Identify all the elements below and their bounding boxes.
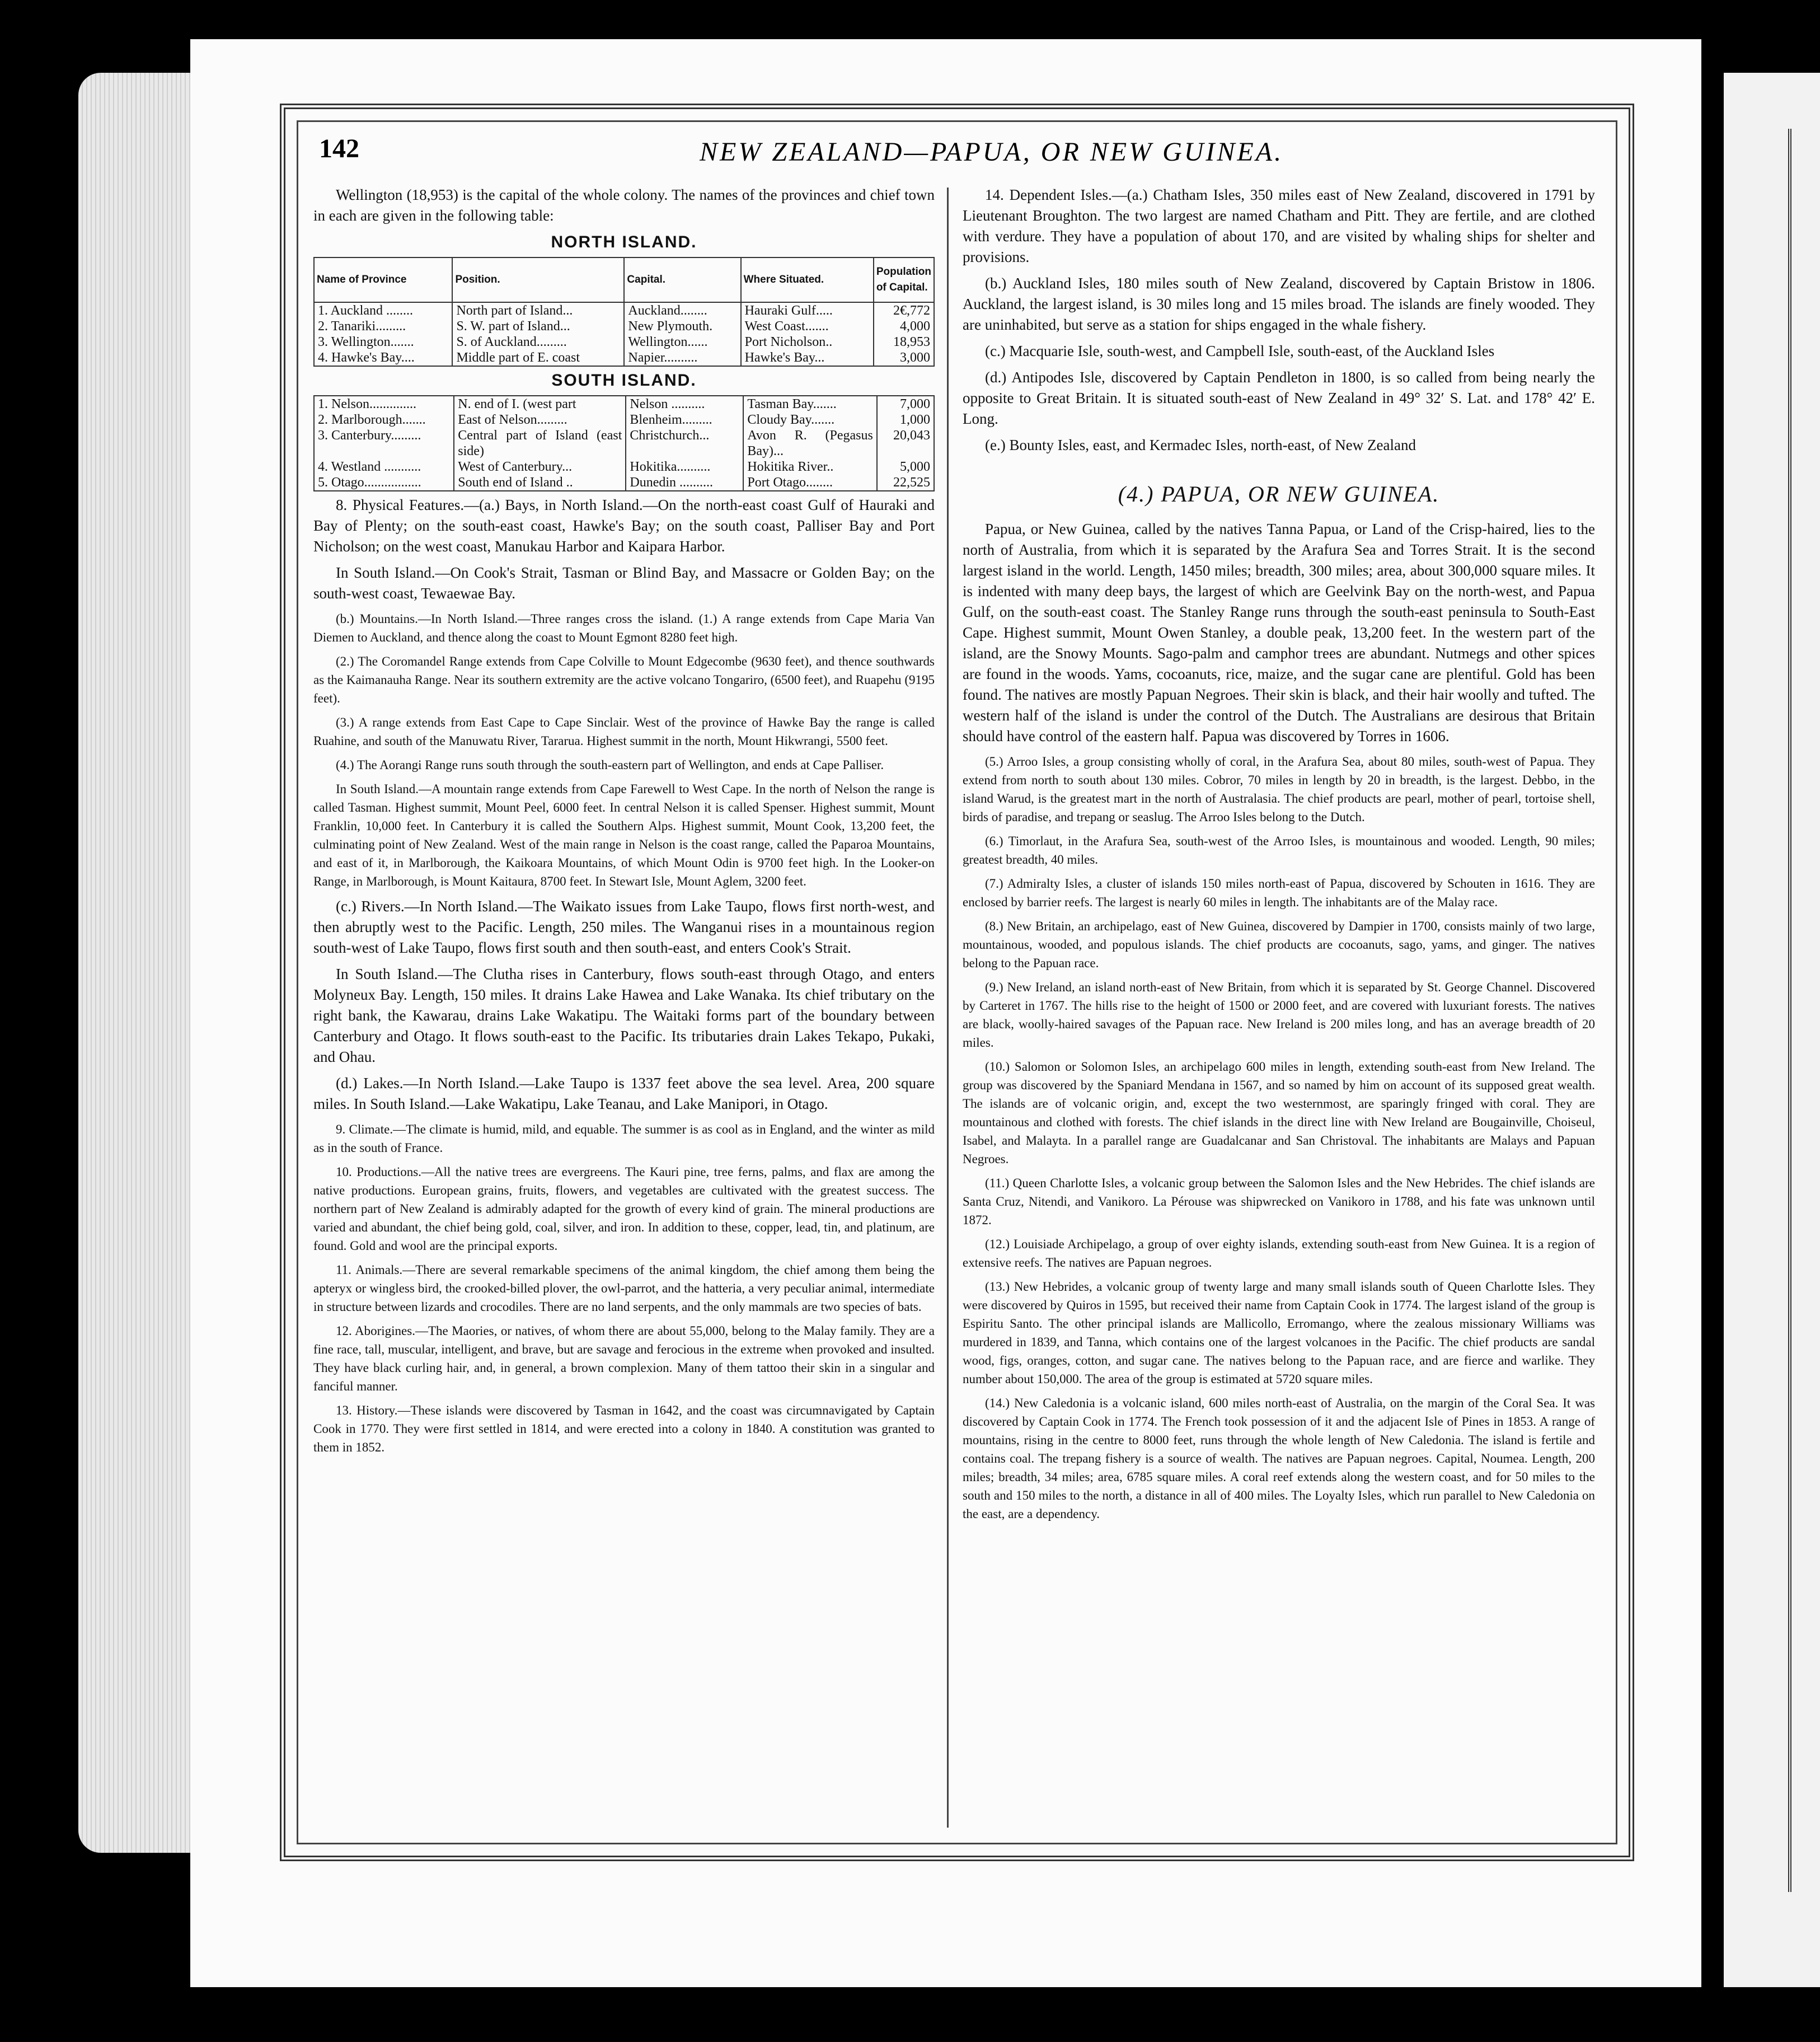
right-column <box>963 185 1595 1529</box>
south-mountains-paragraph: In South Island.—A mountain range extends from Cape Farewell to West Cape. In the north of Nelson the range is called Tasman. Highest summit, Mount Peel, 6000 feet. In central Nelson it is called Spenser. Highest summit, Mount Franklin, 10,000 feet. In Canterbury it is called the Southern Alps. Highest summit, Mount Cook, 13,200 feet, the culminating point of New Zealand. West of the main range in Nelson is the coast range, called the Paparoa Mountains, and east of it, in Marlborough, the Kaikoara Mountains, of which Mount Odin is 9700 feet high. In the Looker-on Range, in Marlborough, is Mount Kaitaura, 8700 feet. In Stewart Isle, Mount Aglem, 3200 feet. <box>313 782 935 888</box>
cell: S. W. part of Island... <box>452 319 624 334</box>
new-hebrides-paragraph: (13.) New Hebrides, a volcanic group of twenty large and many small islands south of Queen Charlotte Isles. They were discovered by Quiros in 1595, but received their name from Captain Cook in 1774. The largest island of the group is Espiritu Santo. The other principal islands are Mallicollo, Erromango, where the zealous missionary Williams was murdered in 1839, and Tanna, which contains one of the largest volcanoes in the Pacific. The chief products are sandal wood, figs, oranges, cotton, and sugar cane. The natives belong to the Papuan race, and are fierce and warlike. They number about 150,000. The area of the group is estimated at 5720 square miles. <box>963 1280 1595 1386</box>
cell: Nelson .......... <box>626 396 743 412</box>
cell: Napier.......... <box>624 350 740 366</box>
cell: Blenheim......... <box>626 412 743 428</box>
cell: 1,000 <box>877 412 934 428</box>
table-row <box>314 302 934 319</box>
cell: Christchurch... <box>626 428 743 459</box>
left-column <box>313 185 935 1462</box>
antipodes-paragraph: (d.) Antipodes Isle, discovered by Captain Pendleton in 1800, is so called from being nearly the opposite to Great Britain. It is situated south-east of New Zealand in 49° 32′ S. Lat. and 178° 42′ E. Long. <box>963 369 1595 427</box>
new-caledonia-paragraph: (14.) New Caledonia is a volcanic island, 600 miles north-east of Australia, on the margin of the Coral Sea. It was discovered by Captain Cook in 1774. The French took possession of it and the adjacent Isle of Pines in 1853. A range of mountains, rising in the centre to 8000 feet, runs through the whole length of New Caledonia. The island is fertile and contains coal. The trepang fishery is a source of wealth. The natives are Papuan negroes. Capital, Noumea. Length, 200 miles; breadth, 34 miles; area, 6785 square miles. A coral reef extends along the western coast, and for 50 miles to the south and 150 miles to the north, a distance in all of 400 miles. The Loyalty Isles, which run parallel to New Caledonia on the east, are a dependency. <box>963 1396 1595 1521</box>
cell: Cloudy Bay....... <box>743 412 876 428</box>
mountains-paragraph: (b.) Mountains.—In North Island.—Three ranges cross the island. (1.) A range extends from Cape Maria Van Diemen to Auckland, and thence along the coast to Mount Egmont 8280 feet high. <box>313 612 935 644</box>
col-header: Capital. <box>624 257 740 302</box>
table-header-row <box>314 257 934 302</box>
cell: 2€,772 <box>874 302 934 319</box>
cell: 20,043 <box>877 428 934 459</box>
cell: 3. Wellington....... <box>314 334 452 350</box>
table-row <box>314 396 934 412</box>
south-bays-paragraph: In South Island.—On Cook's Strait, Tasman or Blind Bay, and Massacre or Golden Bay; on the south-west coast, Tewaewae Bay. <box>313 564 935 602</box>
cell: Dunedin .......... <box>626 475 743 491</box>
mountains-2-paragraph: (2.) The Coromandel Range extends from Cape Colville to Mount Edgecombe (9630 feet), and thence southwards as the Kaimanauha Range. Near its southern extremity are the active volcano Tongariro, (6500 feet), and Ruapehu (9195 feet). <box>313 654 935 705</box>
new-britain-paragraph: (8.) New Britain, an archipelago, east of New Guinea, discovered by Dampier in 1700, consists mainly of two large, mountainous, wooded, and populous islands. The chief products are cocoanuts, sago, yams, and ginger. The natives belong to the Papuan race. <box>963 919 1595 970</box>
table-row <box>314 428 934 459</box>
cell: 3. Canterbury......... <box>314 428 454 459</box>
cell: 22,525 <box>877 475 934 491</box>
cell: Hauraki Gulf..... <box>741 302 874 319</box>
cell: South end of Island .. <box>454 475 626 491</box>
cell: Central part of Island (east side) <box>454 428 626 459</box>
timorlaut-paragraph: (6.) Timorlaut, in the Arafura Sea, south-west of the Arroo Isles, is mountainous and wooded. Length, 90 miles; greatest breadth, 40 miles. <box>963 834 1595 867</box>
papua-paragraph: Papua, or New Guinea, called by the natives Tanna Papua, or Land of the Crisp-haired, lies to the north of Australia, from which it is separated by the Arafura Sea and Torres Strait. It is the second largest island in the world. Length, 1450 miles; breadth, 300 miles; area, about 300,000 square miles. It is indented with many deep bays, the largest of which are Geelvink Bay on the north-west, and Papua Gulf, on the south-east coast. The Stanley Range runs through the south-east peninsula to South-East Cape. Highest summit, Mount Owen Stanley, a double peak, 13,200 feet. In the western part of the island, are the Snowy Mounts. Sago-palm and camphor trees are abundant. Nutmegs and other spices are found in the woods. Yams, cocoanuts, rice, maize, and the sugar cane are plentiful. Gold has been found. The natives are mostly Papuan Negroes. Their skin is black, and their hair woolly and tufted. The western half of the island is under the control of the Dutch. The Australians are desirous that Britain should have control of the eastern half. Papua was discovered by Torres in 1606. <box>963 521 1595 744</box>
cell: S. of Auckland......... <box>452 334 624 350</box>
page-header <box>319 129 1601 174</box>
mountains-3-paragraph: (3.) A range extends from East Cape to Cape Sinclair. West of the province of Hawke Bay the range is called Ruahine, and south of the Manuwatu River, Tararua. Highest summit in the north, Mount Hikwrangi, 5500 feet. <box>313 715 935 748</box>
north-island-heading: NORTH ISLAND. <box>551 233 697 251</box>
table-row <box>314 459 934 475</box>
section-title: (4.) PAPUA, OR NEW GUINEA. <box>1118 481 1440 507</box>
cell: Hawke's Bay... <box>741 350 874 366</box>
cell: 18,953 <box>874 334 934 350</box>
animals-paragraph: 11. Animals.—There are several remarkable specimens of the animal kingdom, the chief among them being the apteryx or wingless bird, the crooked-billed plover, the owl-parrot, and the hatteria, a very peculiar animal, intermediate in structure between lizards and crocodiles. There are no land serpents, and the only mammals are two species of bats. <box>313 1263 935 1314</box>
cell: 4. Westland ........... <box>314 459 454 475</box>
cell: North part of Island... <box>452 302 624 319</box>
table-row <box>314 334 934 350</box>
north-island-table <box>313 257 935 367</box>
table-row <box>314 350 934 366</box>
col-header: Where Situated. <box>741 257 874 302</box>
cell: East of Nelson......... <box>454 412 626 428</box>
aborigines-paragraph: 12. Aborigines.—The Maories, or natives, of whom there are about 55,000, belong to the Malay family. They are a fine race, tall, muscular, intelligent, and brave, but are savage and ferocious in the extreme when provoked and insulted. They have black curling hair, and, in general, a brown complexion. Many of them tattoo their skin in a singular and fanciful manner. <box>313 1324 935 1393</box>
productions-paragraph: 10. Productions.—All the native trees are evergreens. The Kauri pine, tree ferns, palms, and flax are among the native productions. European grains, fruits, flowers, and vegetables are cultivated with the greatest success. The northern part of New Zealand is admirably adapted for the growth of every kind of grain. The mineral productions are varied and abundant, the chief being gold, coal, silver, and iron. In addition to these, copper, lead, tin, and platinum, are found. Gold and wool are the principal exports. <box>313 1165 935 1253</box>
cell: 2. Marlborough....... <box>314 412 454 428</box>
lakes-paragraph: (d.) Lakes.—In North Island.—Lake Taupo is 1337 feet above the sea level. Area, 200 square miles. In South Island.—Lake Wakatipu, Lake Teanau, and Lake Manipori, in Otago. <box>313 1075 935 1112</box>
dependent-isles-paragraph: 14. Dependent Isles.—(a.) Chatham Isles, 350 miles east of New Zealand, discovered in 1791 by Lieutenant Broughton. The two largest are named Chatham and Pitt. They are fertile, and are clothed with verdure. They have a population of about 170, and are visited by whaling ships for shelter and provisions. <box>963 186 1595 265</box>
cell: Hokitika.......... <box>626 459 743 475</box>
page-number: 142 <box>319 134 359 163</box>
cell: 5. Otago................. <box>314 475 454 491</box>
cell: N. end of I. (west part <box>454 396 626 412</box>
cell: Wellington...... <box>624 334 740 350</box>
louisiade-paragraph: (12.) Louisiade Archipelago, a group of over eighty islands, extending south-east from New Guinea. It is a region of extensive reefs. The natives are Papuan negroes. <box>963 1237 1595 1270</box>
intro-paragraph: Wellington (18,953) is the capital of the whole colony. The names of the provinces and chief town in each are given in the following table: <box>313 186 935 224</box>
cell: 2. Tanariki......... <box>314 319 452 334</box>
cell: 1. Nelson.............. <box>314 396 454 412</box>
arroo-isles-paragraph: (5.) Arroo Isles, a group consisting wholly of coral, in the Arafura Sea, about 80 miles, south-west of Papua. They extend from north to south about 130 miles. Cobror, 70 miles in length by 20 in breadth, is the largest. Debbo, in the island Warud, is the greatest mart in the north of Australasia. The chief products are pearl, mother of pearl, tortoise shell, birds of paradise, and trepang or seaslug. The Arroo Isles belong to the Dutch. <box>963 755 1595 824</box>
south-island-table <box>313 395 935 491</box>
south-rivers-paragraph: In South Island.—The Clutha rises in Canterbury, flows south-east through Otago, and enters Molyneux Bay. Length, 150 miles. It drains Lake Hawea and Lake Wanaka. Its chief tributary on the right bank, the Kawarau, drains Lake Wakatipu. The Waitaki forms part of the boundary between Canterbury and Otago. It flows south-east to the Pacific. Its tributaries drain Lakes Tekapo, Pukaki, and Ohau. <box>313 966 935 1065</box>
cell: 4. Hawke's Bay.... <box>314 350 452 366</box>
climate-paragraph: 9. Climate.—The climate is humid, mild, and equable. The summer is as cool as in England, and the winter as mild as in the south of France. <box>313 1122 935 1155</box>
new-ireland-paragraph: (9.) New Ireland, an island north-east of New Britain, from which it is separated by St. George Channel. Discovered by Carteret in 1767. The hills rise to the height of 1500 or 2000 feet, and are covered with luxuriant forests. The natives are black, woolly-haired savages of the Papuan race. New Ireland is 200 miles long, and has an average breadth of 20 miles. <box>963 980 1595 1050</box>
running-title: NEW ZEALAND—PAPUA, OR NEW GUINEA. <box>700 137 1284 167</box>
column-divider <box>947 188 949 1828</box>
cell: West Coast....... <box>741 319 874 334</box>
cell: 4,000 <box>874 319 934 334</box>
mountains-4-paragraph: (4.) The Aorangi Range runs south through the south-eastern part of Wellington, and ends at Cape Palliser. <box>336 758 884 772</box>
south-island-heading: SOUTH ISLAND. <box>551 371 697 390</box>
cell: New Plymouth. <box>624 319 740 334</box>
cell: 5,000 <box>877 459 934 475</box>
cell: 1. Auckland ........ <box>314 302 452 319</box>
physical-features-paragraph: 8. Physical Features.—(a.) Bays, in North Island.—On the north-east coast Gulf of Hauraki and Bay of Plenty; on the south-east coast, Hawke's Bay; on the south coast, Palliser Bay and Port Nicholson; on the west coast, Manukau Harbor and Kaipara Harbor. <box>313 497 935 555</box>
table-row <box>314 475 934 491</box>
cell: Auckland........ <box>624 302 740 319</box>
bounty-paragraph: (e.) Bounty Isles, east, and Kermadec Isles, north-east, of New Zealand <box>985 437 1416 453</box>
col-header: Name of Province <box>314 257 452 302</box>
history-paragraph: 13. History.—These islands were discovered by Tasman in 1642, and the coast was circumnavigated by Captain Cook in 1770. They were first settled in 1814, and were erected into a colony in 1840. A constitution was granted to them in 1852. <box>313 1403 935 1454</box>
cell: Port Otago........ <box>743 475 876 491</box>
solomon-isles-paragraph: (10.) Salomon or Solomon Isles, an archipelago 600 miles in length, extending south-east from New Ireland. The group was discovered by the Spaniard Mendana in 1567, and so named by him on account of its supposed great wealth. The islands are of volcanic origin, and, except the two westernmost, are sparingly fringed with coral. They are mountainous and clothed with forests. The chief islands in the direct line with New Ireland are Bougainville, Choiseul, Isabel, and Malayta. In a parallel range are Guadalcanar and San Christoval. The inhabitants are Malays and Papuan Negroes. <box>963 1060 1595 1166</box>
next-page-border <box>1788 129 1814 1892</box>
auckland-isles-paragraph: (b.) Auckland Isles, 180 miles south of New Zealand, discovered by Captain Bristow in 1806. Auckland, the largest island, is 30 miles long and 15 miles broad. The islands are finely wooded. They are uninhabited, but serve as a station for ships engaged in the whale fishery. <box>963 275 1595 333</box>
macquarie-paragraph: (c.) Macquarie Isle, south-west, and Campbell Isle, south-east, of the Auckland Isles <box>985 343 1495 359</box>
rivers-paragraph: (c.) Rivers.—In North Island.—The Waikato issues from Lake Taupo, flows first north-west, and then abruptly west to the Pacific. Length, 250 miles. The Wanganui rises in a mountainous region south-west of Lake Taupo, flows first south and then south-east, and enters Cook's Strait. <box>313 898 935 956</box>
table-row <box>314 412 934 428</box>
cell: 3,000 <box>874 350 934 366</box>
cell: Hokitika River.. <box>743 459 876 475</box>
table-row <box>314 319 934 334</box>
cell: Tasman Bay....... <box>743 396 876 412</box>
cell: Avon R. (Pegasus Bay)... <box>743 428 876 459</box>
cell: 7,000 <box>877 396 934 412</box>
col-header: Population of Capital. <box>874 257 934 302</box>
admiralty-isles-paragraph: (7.) Admiralty Isles, a cluster of islands 150 miles north-east of Papua, discovered by Schouten in 1616. They are enclosed by barrier reefs. The largest is nearly 60 miles in length. The inhabitants are of the Malay race. <box>963 877 1595 909</box>
col-header: Position. <box>452 257 624 302</box>
cell: Port Nicholson.. <box>741 334 874 350</box>
cell: West of Canterbury... <box>454 459 626 475</box>
queen-charlotte-paragraph: (11.) Queen Charlotte Isles, a volcanic group between the Salomon Isles and the New Hebrides. The chief islands are Santa Cruz, Nitendi, and Vanikoro. La Pérouse was shipwrecked on Vanikoro in 1788, and his fate was unknown until 1872. <box>963 1176 1595 1227</box>
cell: Middle part of E. coast <box>452 350 624 366</box>
